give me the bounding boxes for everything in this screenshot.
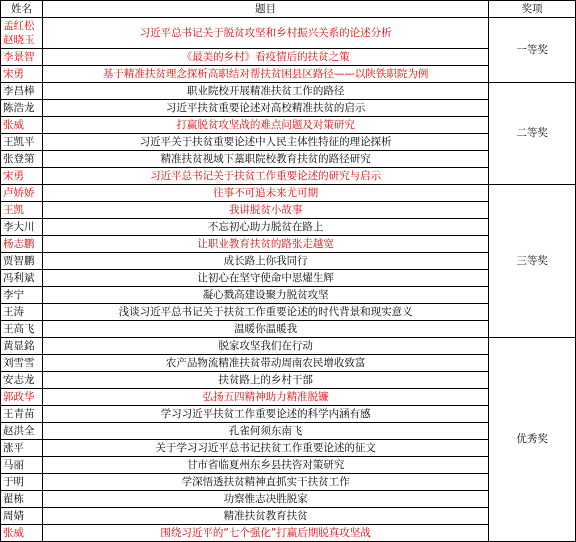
title-cell: 温暖你温暖我: [42, 321, 488, 338]
author-cell: [1, 185, 43, 202]
author-cell: [1, 508, 43, 525]
title-cell: 职业院校开展精准扶贫工作的路径: [42, 83, 488, 100]
author-cell: [1, 338, 43, 355]
author-cell: [1, 151, 43, 168]
author-name: 赵晓玉: [3, 34, 35, 46]
author-name: 张登第: [3, 153, 35, 165]
title-cell: 习近平扶贫重要论述对高校精准扶贫的启示: [42, 100, 488, 117]
title-cell: 不忘初心助力脱贫在路上: [42, 219, 488, 236]
author-cell: [1, 372, 43, 389]
author-name: 张威: [3, 119, 24, 131]
title-cell: 学习习近平扶贫工作重要论述的科学内涵有感: [42, 406, 488, 423]
author-name: 李大川: [3, 221, 35, 233]
title-cell: 往事不可追未来尤可期: [42, 185, 488, 202]
author-cell: [1, 525, 43, 542]
title-cell: 孔雀何须东南飞: [42, 423, 488, 440]
author-name: 王凯平: [3, 136, 35, 148]
author-cell: [1, 83, 43, 100]
title-cell: 成长路上你我同行: [42, 253, 488, 270]
author-cell: [1, 219, 43, 236]
author-cell: [1, 168, 43, 185]
table-row: [1, 185, 576, 202]
author-name: 于明: [3, 476, 24, 488]
author-name: 刘雪雪: [3, 357, 35, 369]
title-cell: 浅谈习近平总书记关于扶贫工作重要论述的时代背景和现实意义: [42, 304, 488, 321]
table-row: [1, 338, 576, 355]
author-name: 郭政华: [3, 391, 35, 403]
author-name: 贾智鹏: [3, 255, 35, 267]
title-cell: 围绕习近平的“七个强化”打赢后期脱真攻坚战: [42, 525, 488, 542]
author-cell: [1, 100, 43, 117]
author-cell: [1, 440, 43, 457]
header-name: 姓名: [1, 1, 43, 18]
author-cell: [1, 270, 43, 287]
title-cell: 我讲脱贫小故事: [42, 202, 488, 219]
author-name: 涨平: [3, 442, 24, 454]
author-name: 王青苗: [3, 408, 35, 420]
author-cell: [1, 406, 43, 423]
author-name: 黄显銘: [3, 340, 35, 352]
author-name: 王高飞: [3, 323, 35, 335]
author-cell: [1, 474, 43, 491]
author-name: 冯利斌: [3, 272, 35, 284]
author-name: 李昌棒: [3, 85, 35, 97]
author-name: 李景智: [3, 51, 35, 63]
award-cell: 一等奖: [489, 18, 576, 83]
title-cell: 精准扶贫视域下藁职院校教育扶贫的路径研究: [42, 151, 488, 168]
author-cell: [1, 236, 43, 253]
title-cell: 让职业教育扶贫的路张走越宽: [42, 236, 488, 253]
author-cell: [1, 321, 43, 338]
author-name: 陈浩龙: [3, 102, 35, 114]
author-cell: [1, 457, 43, 474]
author-cell: [1, 49, 43, 66]
author-cell: [1, 355, 43, 372]
author-cell: [1, 66, 43, 83]
author-cell: [1, 18, 43, 49]
author-cell: [1, 253, 43, 270]
author-name: 宋勇: [3, 170, 24, 182]
author-name: 安志龙: [3, 374, 35, 386]
author-cell: [1, 287, 43, 304]
title-cell: 让初心在坚守使命中思燿生辉: [42, 270, 488, 287]
author-name: 赵洪全: [3, 425, 35, 437]
title-cell: 农产品物流精准扶贫带动周南农民增收致富: [42, 355, 488, 372]
author-name: 宋勇: [3, 68, 24, 80]
author-name: 翟栋: [3, 493, 24, 505]
award-cell: 二等奖: [489, 83, 576, 185]
title-cell: 基于精准扶贫理念探析高职结对帮扶贫困县区路径——以陕铁职院为例: [42, 66, 488, 83]
table-row: [1, 18, 576, 49]
author-name: 马丽: [3, 459, 24, 471]
title-cell: 打赢脱贫攻坚战的难点问题及对策研究: [42, 117, 488, 134]
author-name: 杨志鹏: [3, 238, 35, 250]
title-cell: 弘扬五四精神助力精准脱镰: [42, 389, 488, 406]
title-cell: 《最美的乡村》看疫情后的扶贫之策: [42, 49, 488, 66]
award-cell: 三等奖: [489, 185, 576, 338]
title-cell: 甘市省临夏州东乡县扶咨对策研究: [42, 457, 488, 474]
header-award: 奖项: [489, 1, 576, 18]
author-name: 孟红松: [3, 20, 35, 32]
author-name: 周婧: [3, 510, 24, 522]
author-cell: [1, 134, 43, 151]
header-row: [1, 1, 576, 18]
author-cell: [1, 117, 43, 134]
author-cell: [1, 423, 43, 440]
title-cell: 关于学习习近平总书记扶贫工作重要论述的征文: [42, 440, 488, 457]
title-cell: 精准扶贫教育扶贫: [42, 508, 488, 525]
author-cell: [1, 304, 43, 321]
author-cell: [1, 389, 43, 406]
title-cell: 功察惟志决胜脱家: [42, 491, 488, 508]
author-name: 卢娇娇: [3, 187, 35, 199]
award-cell: 优秀奖: [489, 338, 576, 542]
author-name: 王涛: [3, 306, 24, 318]
author-name: 李宁: [3, 289, 24, 301]
title-cell: 学深悟透扶贫精神直抓实干扶贫工作: [42, 474, 488, 491]
title-cell: 脱家攻坚我们在行动: [42, 338, 488, 355]
title-cell: 习近平总书记关于脱贫攻坚和乡村振兴关系的论述分析: [42, 18, 488, 49]
author-name: 王凯: [3, 204, 24, 216]
title-cell: 凝心戮高建设聚力脱贫攻坚: [42, 287, 488, 304]
author-cell: [1, 491, 43, 508]
header-title: 题目: [42, 1, 488, 18]
title-cell: 习近平关于扶贫重要论述中人民主体性特征的理论探析: [42, 134, 488, 151]
table-row: [1, 83, 576, 100]
title-cell: 扶贫路上的乡村干部: [42, 372, 488, 389]
author-cell: [1, 202, 43, 219]
title-cell: 习近平总书记关于扶贫工作重要论述的研究与启示: [42, 168, 488, 185]
author-name: 张威: [3, 527, 24, 539]
